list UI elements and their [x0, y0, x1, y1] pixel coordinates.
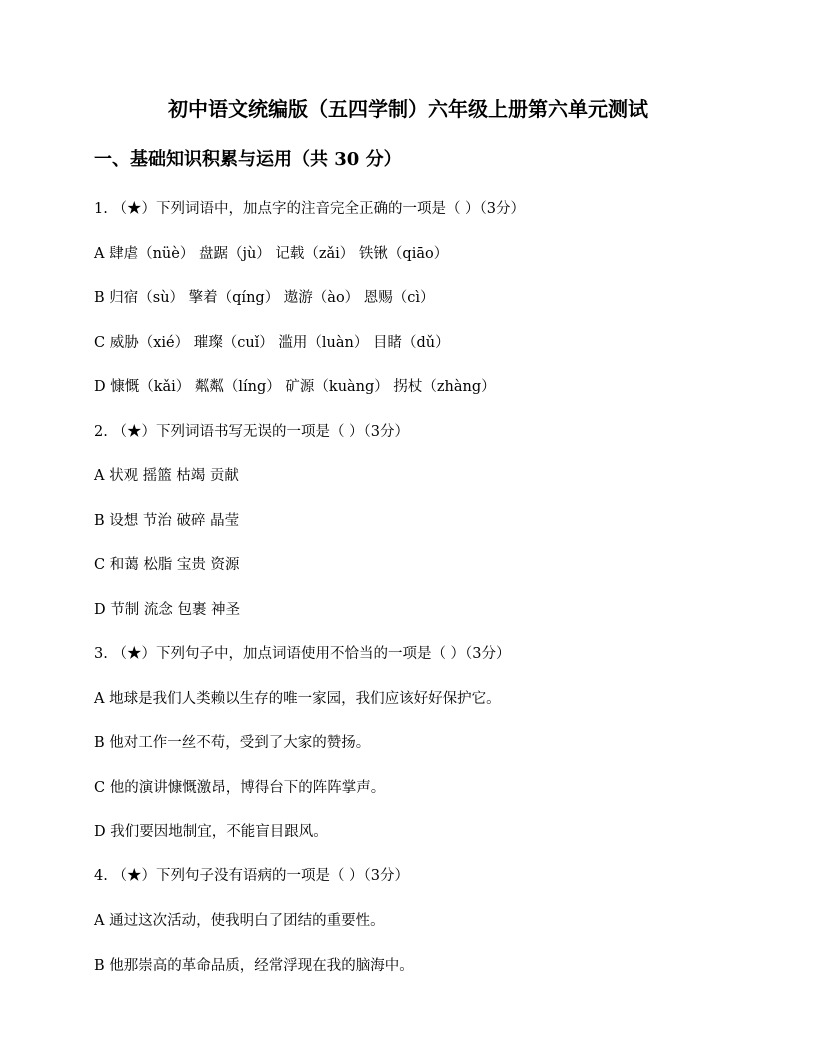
question-1-option-b: B 归宿（sù） 擎着（qíng） 遨游（ào） 恩赐（cì）: [94, 290, 435, 306]
question-3-option-a: A 地球是我们人类赖以生存的唯一家园，我们应该好好保护它。: [94, 691, 501, 707]
question-4-option-a: A 通过这次活动，使我明白了团结的重要性。: [94, 913, 385, 929]
question-1-option-d: D 慷慨（kǎi） 粼粼（líng） 矿源（kuàng） 拐杖（zhàng）: [94, 379, 496, 395]
question-2-option-b: B 设想 节治 破碎 晶莹: [94, 513, 240, 529]
question-1-option-a: A 肆虐（nüè） 盘踞（jù） 记载（zǎi） 铁锹（qiāo）: [94, 246, 449, 262]
section-heading: 一、基础知识积累与运用（共 30 分）: [94, 149, 402, 170]
question-2-stem: 2. （★）下列词语书写无误的一项是（ ）（3分）: [94, 424, 410, 440]
question-3-option-b: B 他对工作一丝不苟，受到了大家的赞扬。: [94, 735, 371, 751]
question-3-option-d: D 我们要因地制宜，不能盲目跟风。: [94, 824, 328, 840]
question-2-option-d: D 节制 流念 包裹 神圣: [94, 602, 241, 618]
question-3-stem: 3. （★）下列句子中，加点词语使用不恰当的一项是（ ）（3分）: [94, 646, 511, 662]
question-3-option-c: C 他的演讲慷慨激昂，博得台下的阵阵掌声。: [94, 780, 386, 796]
question-4-option-b: B 他那崇高的革命品质，经常浮现在我的脑海中。: [94, 958, 414, 974]
question-2-option-a: A 状观 摇篮 枯竭 贡献: [94, 468, 239, 484]
question-4-stem: 4. （★）下列句子没有语病的一项是（ ）（3分）: [94, 868, 410, 884]
question-2-option-c: C 和蔼 松脂 宝贵 资源: [94, 557, 240, 573]
question-1-option-c: C 威胁（xié） 璀璨（cuǐ） 滥用（luàn） 目睹（dǔ）: [94, 335, 450, 351]
document-title: 初中语文统编版（五四学制）六年级上册第六单元测试: [168, 97, 648, 121]
question-1-stem: 1. （★）下列词语中，加点字的注音完全正确的一项是（ ）（3分）: [94, 201, 526, 217]
